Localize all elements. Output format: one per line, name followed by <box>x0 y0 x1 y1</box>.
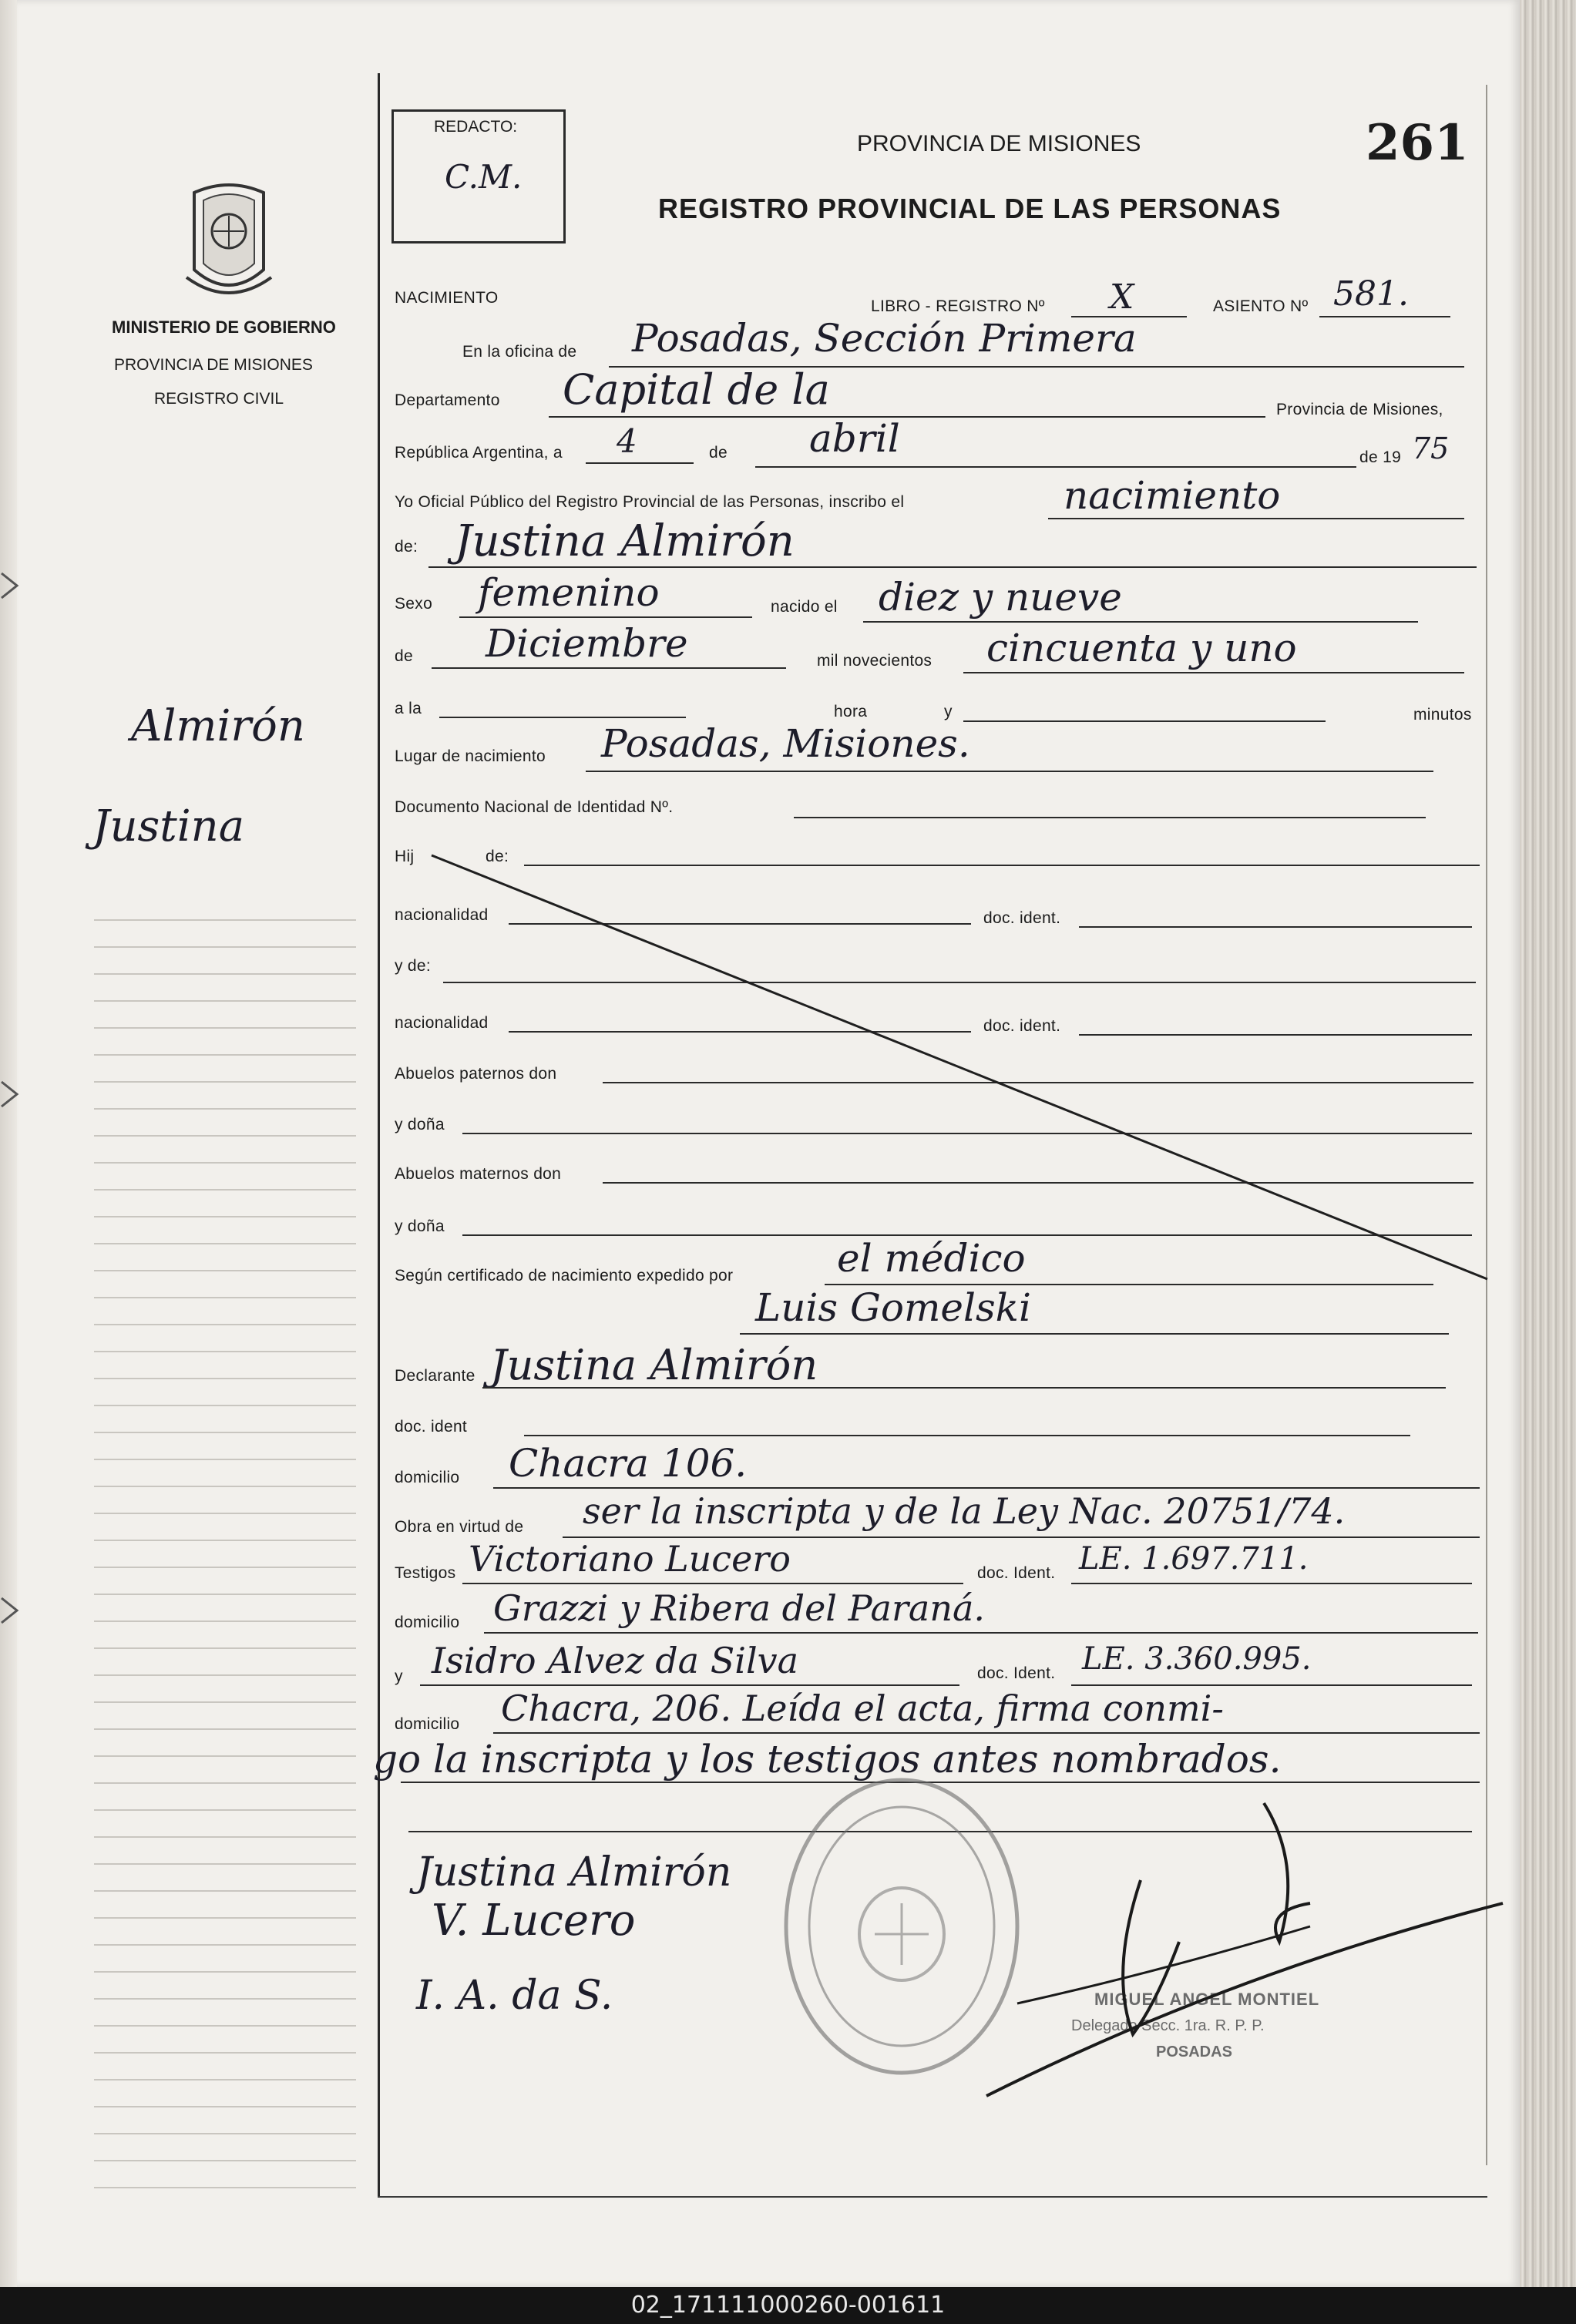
stamp-name: MIGUEL ANGEL MONTIEL <box>1094 1990 1320 2009</box>
mil-value: cincuenta y uno <box>986 626 1297 670</box>
obra-label: Obra en virtud de <box>395 1518 524 1536</box>
nacido-label: nacido el <box>771 598 838 616</box>
hijo-de-label: de: <box>486 848 509 865</box>
folio-number: 261 <box>1366 114 1469 172</box>
declarante-value: Justina Almirón <box>490 1341 818 1389</box>
domicilio2-label: domicilio <box>395 1614 460 1631</box>
oficina-value: Posadas, Sección Primera <box>632 316 1137 361</box>
republica-label: República Argentina, a <box>395 444 563 462</box>
domicilio3-label: domicilio <box>395 1715 460 1733</box>
testigo1-value: Victoriano Lucero <box>469 1538 791 1580</box>
de2-label: de: <box>395 538 418 556</box>
certificado-value1: el médico <box>837 1236 1026 1281</box>
nacionalidad2-label: nacionalidad <box>395 1014 489 1032</box>
dni-label: Documento Nacional de Identidad Nº. <box>395 798 674 816</box>
margin-surname: Almirón <box>131 701 305 751</box>
officer-signature-stroke <box>1264 1803 1310 1942</box>
de-label: de <box>709 444 728 462</box>
redacto-label: REDACTO: <box>434 118 518 136</box>
image-id-label: 02_171111000260-001611 <box>0 2287 1576 2324</box>
departamento-label: Departamento <box>395 391 500 409</box>
provincia-label: Provincia de Misiones, <box>1276 401 1443 418</box>
inscribo-value: nacimiento <box>1064 473 1281 518</box>
page-title: REGISTRO PROVINCIAL DE LAS PERSONAS <box>658 193 1282 224</box>
de3-label: de <box>395 647 413 665</box>
sexo-value: femenino <box>478 570 660 615</box>
officer-signature-stroke <box>986 1903 1503 2096</box>
libro-label: LIBRO - REGISTRO Nº <box>871 297 1045 315</box>
y-de-label: y de: <box>395 957 432 975</box>
domicilio3-value: Chacra, 206. Leída el acta, firma conmi- <box>501 1688 1224 1729</box>
abuelos-paternos-label: Abuelos paternos don <box>395 1065 557 1083</box>
closing-text: go la inscripta y los testigos antes nombrados. <box>373 1737 1282 1782</box>
lugar-label: Lugar de nacimiento <box>395 747 546 765</box>
doc2-label: doc. ident. <box>983 1017 1061 1035</box>
signature-2: V. Lucero <box>432 1896 636 1946</box>
stamp-city: POSADAS <box>1156 2044 1232 2060</box>
day-value: 4 <box>617 422 637 460</box>
asiento-value: 581. <box>1333 274 1409 314</box>
minutos-label: minutos <box>1413 706 1472 724</box>
nacionalidad1-label: nacionalidad <box>395 906 489 924</box>
record-type: NACIMIENTO <box>395 289 499 307</box>
hijo-label: Hij <box>395 848 415 865</box>
sexo-label: Sexo <box>395 595 433 613</box>
header-province: PROVINCIA DE MISIONES <box>857 131 1141 156</box>
certificado-label: Según certificado de nacimiento expedido por <box>395 1267 734 1285</box>
margin-given-name: Justina <box>92 801 245 851</box>
testigos-label: Testigos <box>395 1564 456 1582</box>
doc-ident-label: doc. ident <box>395 1418 468 1436</box>
obra-value: ser la inscripta y de la Ley Nac. 20751/74. <box>583 1490 1346 1532</box>
year-prefix: de 19 <box>1359 448 1402 466</box>
ministry-label: MINISTERIO DE GOBIERNO <box>112 317 336 337</box>
cancel-diagonal-line <box>432 855 1487 1279</box>
y-dona2-label: y doña <box>395 1217 445 1235</box>
oficina-label: En la oficina de <box>462 343 577 361</box>
testigo1-doc-value: LE. 1.697.711. <box>1079 1541 1309 1577</box>
mil-label: mil novecientos <box>817 652 932 670</box>
domicilio2-value: Grazzi y Ribera del Paraná. <box>493 1587 986 1629</box>
y2-label: y <box>395 1667 403 1685</box>
month-value: abril <box>809 416 900 461</box>
signature-1: Justina Almirón <box>416 1849 732 1896</box>
birth-month: Diciembre <box>486 621 688 666</box>
domicilio1-label: domicilio <box>395 1469 460 1486</box>
y-label: y <box>944 703 953 720</box>
testigo2-value: Isidro Alvez da Silva <box>432 1640 799 1681</box>
y-dona1-label: y doña <box>395 1116 445 1133</box>
signature-3: I. A. da S. <box>416 1973 613 2019</box>
doc1-label: doc. ident. <box>983 909 1061 927</box>
inscribo-label: Yo Oficial Público del Registro Provincial de las Personas, inscribo el <box>395 493 905 511</box>
certificado-value2: Luis Gomelski <box>755 1285 1031 1330</box>
domicilio1-value: Chacra 106. <box>509 1441 748 1486</box>
asiento-label: ASIENTO Nº <box>1213 297 1309 315</box>
child-name: Justina Almirón <box>455 516 795 566</box>
a-la-label: a la <box>395 700 422 717</box>
officer-signature-stroke <box>1017 1926 1310 2003</box>
province-label: PROVINCIA DE MISIONES <box>114 356 313 374</box>
hora-label: hora <box>834 703 868 720</box>
nacido-value: diez y nueve <box>879 575 1122 620</box>
libro-value: X <box>1110 277 1134 317</box>
testigo1-doc-label: doc. Ident. <box>977 1564 1056 1582</box>
registry-label: REGISTRO CIVIL <box>154 390 284 408</box>
stamp-role: Delegado Secc. 1ra. R. P. P. <box>1071 2017 1265 2034</box>
departamento-value: Capital de la <box>563 365 830 414</box>
testigo2-doc-label: doc. Ident. <box>977 1664 1056 1682</box>
abuelos-maternos-label: Abuelos maternos don <box>395 1165 562 1183</box>
testigo2-doc-value: LE. 3.360.995. <box>1082 1641 1312 1677</box>
redacto-value: C.M. <box>445 158 523 196</box>
declarante-label: Declarante <box>395 1367 475 1385</box>
lugar-value: Posadas, Misiones. <box>601 721 970 766</box>
year-suffix: 75 <box>1412 432 1450 465</box>
